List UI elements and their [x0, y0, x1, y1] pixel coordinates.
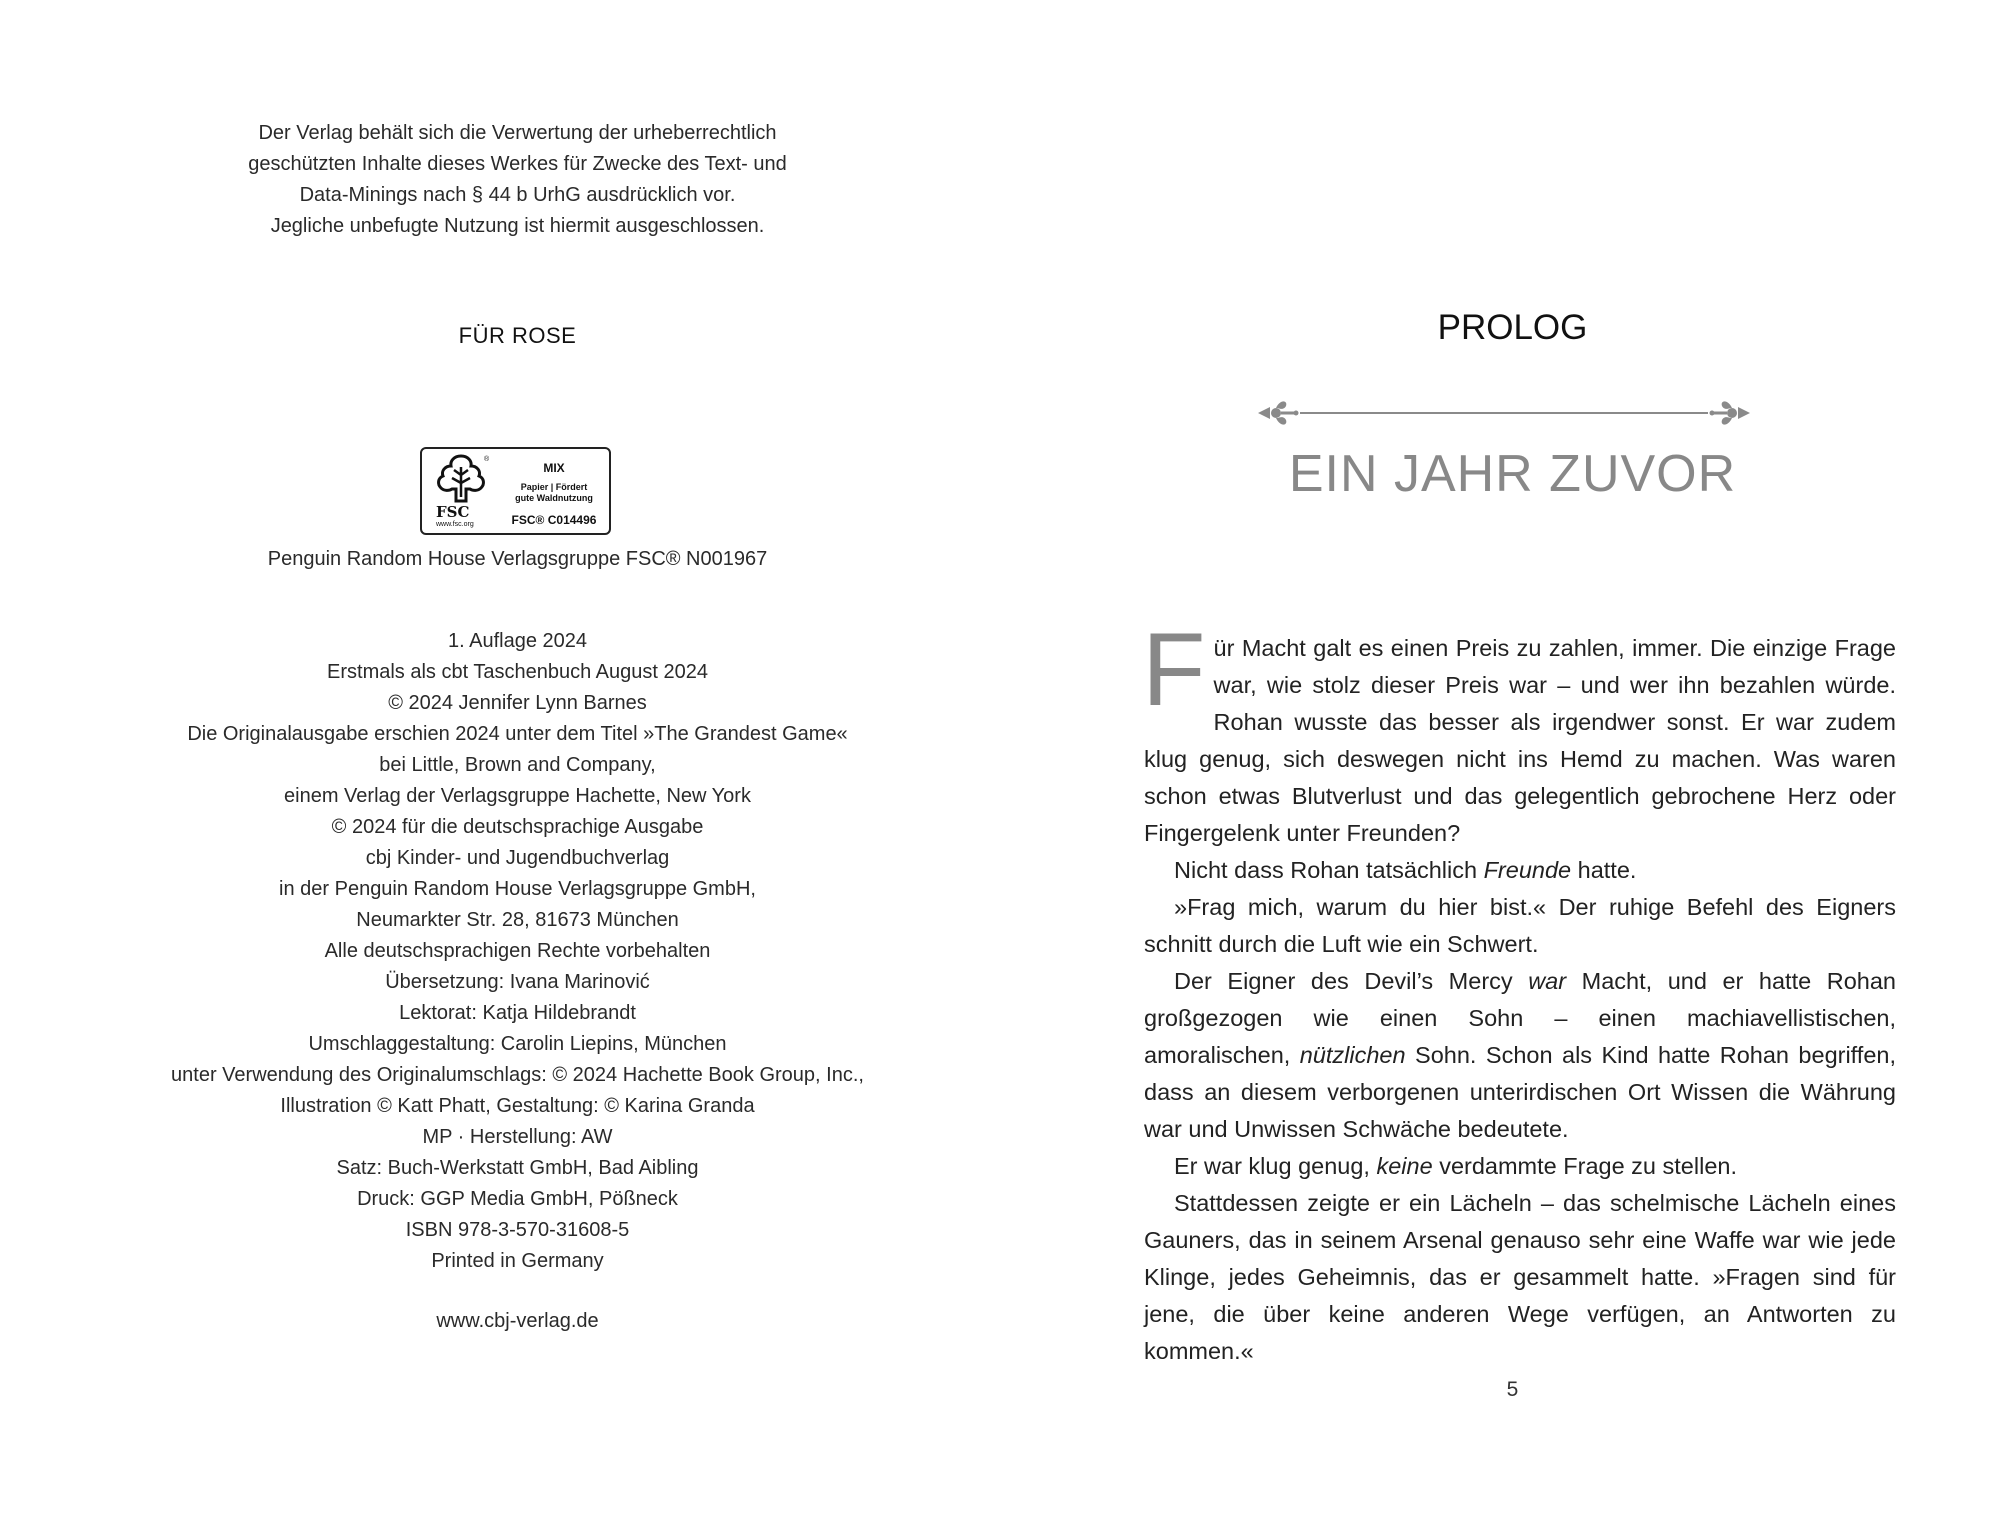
imprint-line: © 2024 Jennifer Lynn Barnes — [388, 692, 647, 714]
imprint-line: bei Little, Brown and Company, — [379, 754, 656, 776]
imprint-line: cbj Kinder- und Jugendbuchverlag — [365, 847, 670, 869]
fleuron-ornament-icon — [1256, 396, 1752, 430]
dedication: FÜR ROSE — [458, 323, 577, 348]
fsc-logo-license: FSC® C014496 — [511, 513, 597, 527]
body-text — [1142, 612, 1896, 1370]
paragraph-text: »Frag mich, warum du hier bist.« Der ruhige Befehl des Eigners schnitt durch die Luft wie ein Schwert. — [1144, 894, 1896, 957]
fsc-tree-icon — [432, 453, 490, 505]
paragraph-text: verdammte Frage zu stellen. — [1432, 1153, 1737, 1179]
imprint-line: Druck: GGP Media GmbH, Pößneck — [357, 1188, 678, 1210]
emphasis: nützlichen — [1299, 1042, 1406, 1068]
fsc-caption: Penguin Random House Verlagsgruppe FSC® N001967 — [267, 548, 768, 570]
emphasis: keine — [1376, 1153, 1433, 1179]
publisher-website: www.cbj-verlag.de — [436, 1310, 599, 1332]
fsc-logo-description — [500, 482, 608, 504]
paragraph-text: Er war klug genug, — [1174, 1153, 1377, 1179]
emphasis: Freunde — [1483, 857, 1572, 883]
chapter-title: EIN JAHR ZUVOR — [1288, 445, 1737, 503]
imprint-line: © 2024 für die deutschsprachige Ausgabe — [331, 816, 704, 838]
paragraph-text: ür Macht galt es einen Preis zu zahlen, immer. Die einzige Frage war, wie stolz dieser Preis war – und wer ihn bezahlen würde. Rohan wusste das besser als irgendwer sonst. Er war zudem klug genug, sich deswegen nicht ins Hemd zu machen. Was waren schon etwas Blutverlust und das gelegentlich gebrochene Herz oder Fingergelenk unter Freunden? — [1144, 635, 1896, 846]
fsc-logo-url: www.fsc.org — [436, 521, 474, 528]
imprint-line: 1. Auflage 2024 — [447, 630, 587, 652]
fsc-logo-word: FSC — [436, 503, 470, 521]
paragraph — [1144, 1185, 1896, 1370]
imprint-line: Alle deutschsprachigen Rechte vorbehalten — [324, 940, 711, 962]
tdm-notice — [0, 118, 1035, 242]
imprint-line: Neumarkter Str. 28, 81673 München — [356, 909, 679, 931]
imprint-line: Übersetzung: Ivana Marinović — [385, 971, 650, 993]
emphasis: war — [1528, 968, 1567, 994]
imprint-line: Die Originalausgabe erschien 2024 unter dem Titel »The Grandest Game« — [187, 723, 848, 745]
paragraph — [1144, 1148, 1896, 1185]
imprint-line: Umschlaggestaltung: Carolin Liepins, München — [308, 1033, 727, 1055]
paragraph-text: Sohn. Schon als Kind hatte Rohan begriffen, dass an diesem verborgenen unterirdischen Ort Wissen die Währung war und Unwissen Schwäche bedeutete. — [1144, 1042, 1896, 1142]
imprint-line: MP · Herstellung: AW — [422, 1126, 613, 1148]
tdm-notice-line: Der Verlag behält sich die Verwertung der urheberrechtlich — [258, 122, 777, 144]
tdm-notice-line: geschützten Inhalte dieses Werkes für Zwecke des Text- und — [248, 153, 787, 175]
fsc-logo-mix: MIX — [543, 461, 565, 475]
imprint-line: einem Verlag der Verlagsgruppe Hachette, New York — [284, 785, 751, 807]
tdm-notice-line: Data-Minings nach § 44 b UrhG ausdrücklich vor. — [299, 184, 736, 206]
paragraph — [1144, 963, 1896, 1148]
paragraph — [1144, 889, 1896, 963]
tdm-notice-line: Jegliche unbefugte Nutzung ist hiermit ausgeschlossen. — [270, 215, 765, 237]
page-number: 5 — [1506, 1378, 1519, 1401]
fsc-logo — [420, 447, 611, 535]
fsc-desc-line: Papier | Fördert — [520, 482, 588, 492]
paragraph-text: Der Eigner des Devil’s Mercy — [1174, 968, 1529, 994]
fsc-desc-line: gute Waldnutzung — [515, 493, 593, 503]
paragraph-text: Stattdessen zeigte er ein Lächeln – das schelmische Lächeln eines Gauners, das in seinem Arsenal genauso sehr eine Waffe war wie jede Klinge, jedes Geheimnis, das er gesammelt hatte. »Fragen sind für jene, die über keine anderen Wege verfügen, an Antworten zu kommen.« — [1144, 1190, 1896, 1364]
imprint-line: ISBN 978-3-570-31608-5 — [405, 1219, 630, 1241]
imprint-line: Illustration © Katt Phatt, Gestaltung: © Karina Granda — [280, 1095, 755, 1117]
imprint-line: Satz: Buch-Werkstatt GmbH, Bad Aibling — [336, 1157, 699, 1179]
paragraph — [1144, 852, 1896, 889]
imprint-line: Erstmals als cbt Taschenbuch August 2024 — [327, 661, 708, 683]
drop-cap: F — [1142, 612, 1206, 728]
paragraph-text: Macht, und er hatte Rohan großgezogen wie einen Sohn – einen machiavellistischen, amoralischen, — [1144, 968, 1896, 1068]
paragraph — [1142, 612, 1896, 852]
chapter-label: PROLOG — [1437, 308, 1588, 347]
svg-text:®: ® — [484, 456, 490, 463]
prologue-page — [1040, 0, 2000, 1526]
imprint-line: Lektorat: Katja Hildebrandt — [399, 1002, 636, 1024]
paragraph-text: hatte. — [1571, 857, 1637, 883]
imprint-block — [0, 626, 1035, 1277]
paragraph-text: Nicht dass Rohan tatsächlich — [1174, 857, 1484, 883]
imprint-line: unter Verwendung des Originalumschlags: © 2024 Hachette Book Group, Inc., — [171, 1064, 864, 1086]
imprint-line: in der Penguin Random House Verlagsgruppe GmbH, — [279, 878, 756, 900]
imprint-line: Printed in Germany — [431, 1250, 604, 1272]
